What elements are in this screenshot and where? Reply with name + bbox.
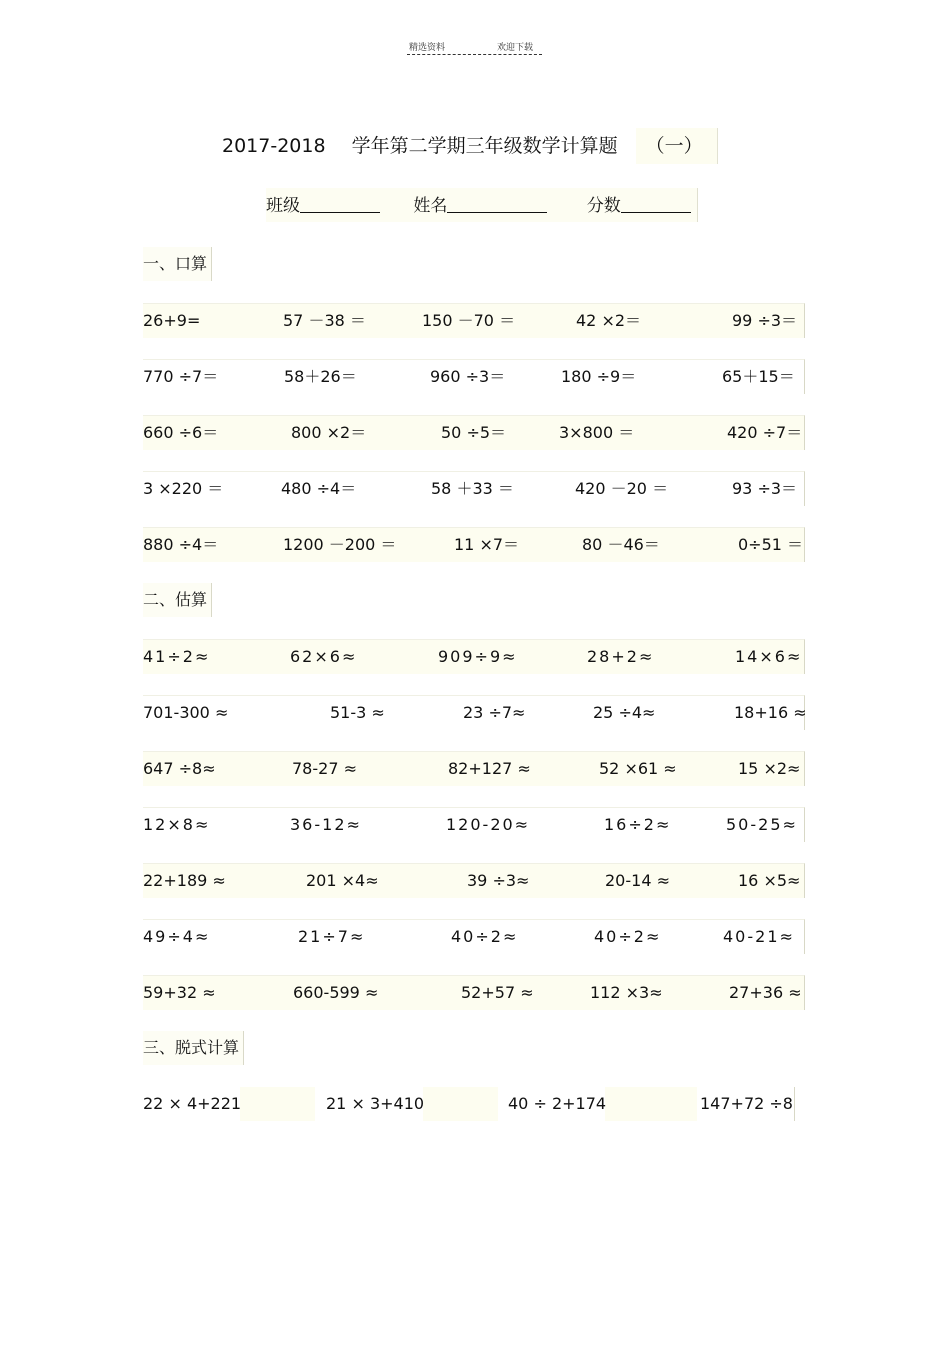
problem: 180 ÷9＝ (561, 367, 637, 386)
problem: 880 ÷4＝ (143, 535, 219, 554)
problem: 42 ×2＝ (576, 311, 642, 330)
problem: 18+16 ≈ (734, 703, 807, 722)
answer-space (423, 1087, 498, 1121)
problem: 660 ÷6＝ (143, 423, 219, 442)
problem: 480 ÷4＝ (281, 479, 357, 498)
problem: 25 ÷4≈ (593, 703, 656, 722)
problem: 52 ×61 ≈ (599, 759, 677, 778)
step-problem: 22 × 4+221 (143, 1094, 242, 1113)
problem: 58＋26＝ (284, 367, 357, 386)
problem: 3×800 ＝ (559, 423, 635, 442)
problem: 800 ×2＝ (291, 423, 367, 442)
problem: 909÷9≈ (438, 647, 518, 666)
problem: 26+9= (143, 311, 201, 330)
oral-row (143, 359, 805, 394)
problem: 52+57 ≈ (461, 983, 534, 1002)
oral-row (143, 303, 805, 338)
problem: 50 ÷5＝ (441, 423, 507, 442)
problem: 201 ×4≈ (306, 871, 379, 890)
problem: 40-21≈ (723, 927, 795, 946)
problem: 39 ÷3≈ (467, 871, 530, 890)
problem: 12×8≈ (143, 815, 211, 834)
problem: 50-25≈ (726, 815, 798, 834)
problem: 23 ÷7≈ (463, 703, 526, 722)
problem: 660-599 ≈ (293, 983, 379, 1002)
problem: 58 ＋33 ＝ (431, 479, 514, 498)
problem: 20-14 ≈ (605, 871, 670, 890)
problem: 3 ×220 ＝ (143, 479, 224, 498)
page-title (222, 128, 718, 164)
problem: 420 ÷7＝ (727, 423, 803, 442)
student-info (266, 188, 698, 222)
answer-space (240, 1087, 315, 1121)
oral-row (143, 527, 805, 562)
problem: 11 ×7＝ (454, 535, 520, 554)
problem: 21÷7≈ (298, 927, 366, 946)
problem: 59+32 ≈ (143, 983, 216, 1002)
problem: 65＋15＝ (722, 367, 795, 386)
problem: 770 ÷7＝ (143, 367, 219, 386)
estimate-row (143, 975, 805, 1010)
problem: 99 ÷3＝ (732, 311, 798, 330)
section-oral-title: 一、口算 (143, 247, 212, 281)
problem: 22+189 ≈ (143, 871, 226, 890)
problem: 51-3 ≈ (330, 703, 385, 722)
problem: 93 ÷3＝ (732, 479, 798, 498)
problem: 647 ÷8≈ (143, 759, 216, 778)
problem: 16÷2≈ (604, 815, 672, 834)
problem: 62×6≈ (290, 647, 358, 666)
problem: 120-20≈ (446, 815, 531, 834)
problem: 0÷51 ＝ (738, 535, 804, 554)
problem: 78-27 ≈ (292, 759, 357, 778)
header-left-text: 精选资料 (409, 43, 446, 53)
step-problem: 147+72 ÷8 (700, 1094, 793, 1113)
problem: 15 ×2≈ (738, 759, 801, 778)
score-blank[interactable] (621, 188, 691, 213)
problem: 57 －38 ＝ (283, 311, 366, 330)
section-steps-title: 三、脱式计算 (143, 1031, 244, 1065)
problem: 701-300 ≈ (143, 703, 229, 722)
estimate-row (143, 807, 805, 842)
class-label: 班级 (266, 196, 300, 216)
estimate-row (143, 695, 805, 730)
score-label: 分数 (586, 196, 621, 216)
problem: 36-12≈ (290, 815, 362, 834)
section-estimate-title: 二、估算 (143, 583, 212, 617)
problem: 420 －20 ＝ (575, 479, 669, 498)
oral-row (143, 471, 805, 506)
problem: 14×6≈ (735, 647, 803, 666)
estimate-row (143, 639, 805, 674)
title-year: 2017-2018 (222, 135, 326, 157)
estimate-row (143, 751, 805, 786)
problem: 82+127 ≈ (448, 759, 531, 778)
problem: 28+2≈ (587, 647, 655, 666)
problem: 40÷2≈ (594, 927, 662, 946)
title-main: 学年第二学期三年级数学计算题 (351, 135, 618, 157)
problem: 960 ÷3＝ (430, 367, 506, 386)
answer-space (605, 1087, 697, 1121)
step-problem: 40 ÷ 2+174 (508, 1094, 607, 1113)
title-suffix: （一） (636, 128, 718, 164)
oral-row (143, 415, 805, 450)
problem: 27+36 ≈ (729, 983, 802, 1002)
problem: 41÷2≈ (143, 647, 211, 666)
header-dashed-line (407, 54, 542, 55)
problem: 16 ×5≈ (738, 871, 801, 890)
problem: 1200 －200 ＝ (283, 535, 397, 554)
problem: 40÷2≈ (451, 927, 519, 946)
class-blank[interactable] (300, 188, 380, 213)
name-label: 姓名 (413, 196, 448, 216)
estimate-row (143, 863, 805, 898)
problem: 49÷4≈ (143, 927, 211, 946)
page-header (407, 40, 542, 56)
header-right-text: 欢迎下载 (497, 43, 534, 53)
problem: 80 －46＝ (582, 535, 660, 554)
step-problems-row (143, 1087, 795, 1121)
problem: 150 －70 ＝ (422, 311, 516, 330)
name-blank[interactable] (447, 188, 547, 213)
problem: 112 ×3≈ (590, 983, 663, 1002)
step-problem: 21 × 3+410 (326, 1094, 425, 1113)
estimate-row (143, 919, 805, 954)
